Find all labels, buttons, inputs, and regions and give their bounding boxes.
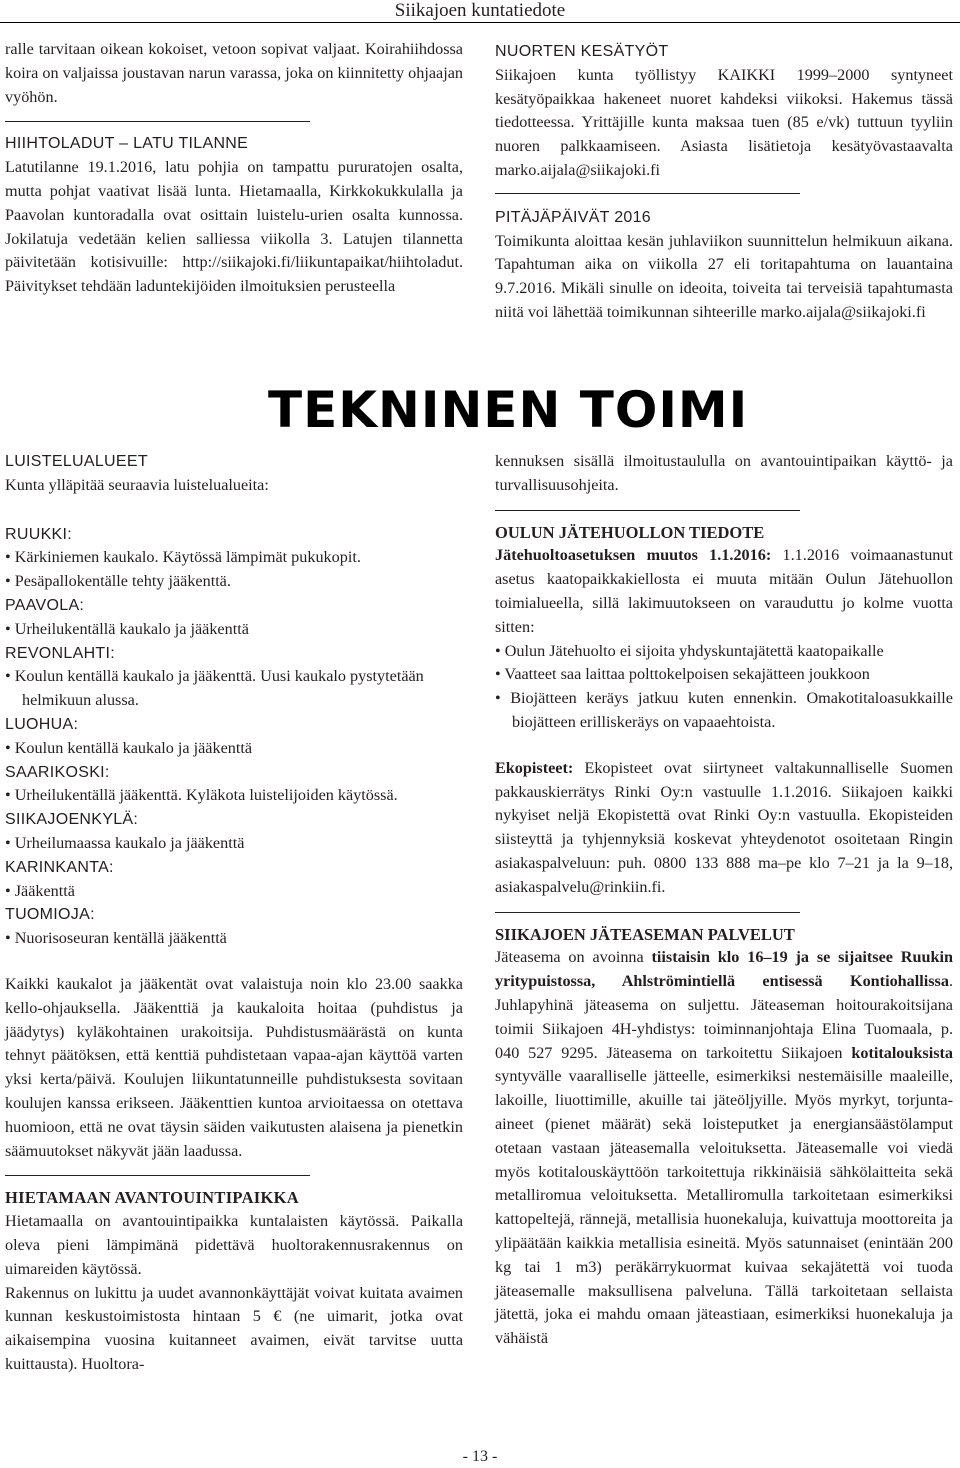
jateasema-location: tiistaisin klo 16–19 ja se sijaitsee Ruukin yritypuistossa, Ahlströmintiellä entisessä Kontiohallissa bbox=[495, 948, 953, 991]
list-item-text: Vaatteet saa laittaa polttokelpoisen sekajätteen joukkoon bbox=[504, 665, 870, 684]
pitajapaivat-heading: PITÄJÄPÄIVÄT 2016 bbox=[495, 208, 651, 226]
list-item-text: Koulun kentällä kaukalo ja jääkenttä. Uusi kaukalo pystytetään helmikuun alussa. bbox=[14, 667, 424, 710]
spacer bbox=[5, 951, 463, 973]
spacer bbox=[5, 498, 463, 523]
bullet-icon: • bbox=[495, 665, 505, 684]
list-item bbox=[495, 640, 953, 664]
bullet-icon: • bbox=[5, 572, 15, 591]
oulun-jatehuolto-body: 1.1.2016 voimaanastunut asetus kaatopaikkakiellosta ei muuta mitään Oulun Jätehuollon toimialueella, sillä lakimuutokseen on varauduttu jo kolme vuotta sitten: bbox=[495, 546, 953, 636]
nuorten-kesatyot-text: Siikajoen kunta työllistyy KAIKKI 1999–2000 syntyneet kesätyöpaikkaa hakeneet nuoret kahdeksi viikoksi. Hakemus tässä tiedotteessa. Yrittäjille kunta maksaa tuen (85 e/vk) tuttuun tyyliin nuoren palkkaamiseen. Asiasta lisätietoja kesätyövastaavalta marko.aijala@siikajoki.fi bbox=[495, 65, 953, 179]
list-item bbox=[5, 737, 463, 761]
section-title: TEKNINEN TOIMI bbox=[268, 381, 749, 439]
bullet-icon: • bbox=[5, 833, 15, 852]
top-left-column bbox=[5, 38, 463, 299]
ekopisteet-text bbox=[495, 757, 953, 900]
location-name: PAAVOLA: bbox=[5, 596, 85, 614]
location-name: LUOHUA: bbox=[5, 715, 79, 733]
location-name: SAARIKOSKI: bbox=[5, 763, 110, 781]
section-rule bbox=[495, 510, 800, 511]
list-item bbox=[5, 832, 463, 856]
oulun-jatehuolto-list bbox=[495, 640, 953, 735]
avantouinti-continued: kennuksen sisällä ilmoitustaululla on avantouintipaikan käyttö- ja turvallisuusohjeita. bbox=[495, 452, 953, 494]
ekopisteet-lead: Ekopisteet: bbox=[495, 758, 574, 777]
list-item bbox=[5, 570, 463, 594]
bullet-icon: • bbox=[5, 619, 15, 638]
list-item bbox=[5, 784, 463, 808]
list-item-text: Pesäpallokentälle tehty jääkenttä. bbox=[14, 572, 231, 591]
bullet-icon: • bbox=[495, 641, 505, 660]
jateasema-text-part: . Juhlapyhinä jäteasema on suljettu. Jäteaseman hoitourakoitsijana toimii Siikajoen 4H-yhdistys: toiminnanjohtaja Elina Tuomaala, p. 040 527 9295. Jäteasema on tarkoitettu Siikajoen bbox=[495, 972, 953, 1062]
location-name: REVONLAHTI: bbox=[5, 644, 115, 662]
oulun-jatehuolto-text bbox=[495, 544, 953, 639]
bullet-icon: • bbox=[5, 548, 15, 567]
location-name: RUUKKI: bbox=[5, 525, 72, 543]
oulun-jatehuolto-heading: OULUN JÄTEHUOLLON TIEDOTE bbox=[495, 522, 765, 542]
ekopisteet-body: Ekopisteet ovat siirtyneet valtakunnalliselle Suomen pakkauskierrätys Rinki Oy:n vastuulle 1.1.2016. Siikajoen kaikki nykyiset neljä Ekopistettä ovat Rinki Oy:n vastuulla. Ekopisteiden siisteyttä ja tyhjennyksiä koskevat yhteydenotot osoitetaan Ringin asiakaspalveluun: puh. 0800 133 888 ma–pe klo 7–21 ja la 9–18, asiakaspalvelu@rinkiin.fi. bbox=[495, 758, 953, 896]
avantouinti-heading: HIETAMAAN AVANTOUINTIPAIKKA bbox=[5, 1188, 299, 1208]
list-item-text: Biojätteen keräys jatkuu kuten ennenkin. Omakotitaloasukkaille biojätteen erilliskeräys on vapaaehtoista. bbox=[510, 689, 953, 731]
list-item bbox=[5, 618, 463, 642]
list-item-text: Koulun kentällä kaukalo ja jääkenttä bbox=[14, 738, 253, 757]
location-name: SIIKAJOENKYLÄ: bbox=[5, 811, 139, 829]
avantouinti-text-2: Rakennus on lukittu ja uudet avannonkäyttäjät voivat kuitata avaimen kunnan keskustoimistosta hintaan 5 € (ne uimarit, jotka ovat aikaisempina vuosina kuitanneet avaimen, eivät tarvitse uutta kuittausta). Huoltora- bbox=[5, 1283, 463, 1373]
section-rule bbox=[495, 193, 800, 194]
oulun-jatehuolto-lead: Jätehuoltoasetuksen muutos 1.1.2016: bbox=[495, 546, 772, 565]
koirahiihto-text: ralle tarvitaan oikean kokoiset, vetoon sopivat valjaat. Koirahiihdossa koira on valjaissa joustavan narun varassa, joka on kiinnitetty ohjaajan vyöhön. bbox=[5, 40, 463, 106]
list-item-text: Urheilumaassa kaukalo ja jääkenttä bbox=[14, 833, 245, 852]
bullet-icon: • bbox=[5, 738, 15, 757]
jateasema-heading: SIIKAJOEN JÄTEASEMAN PALVELUT bbox=[495, 924, 795, 944]
right-column bbox=[495, 450, 953, 1351]
pitajapaivat-text: Toimikunta aloittaa kesän juhlaviikon suunnittelun helmikuun aikana. Tapahtuman aika on viikolla 27 eli toritapahtuma on lauantaina 9.7.2016. Mikäli sinulle on ideoita, toiveita tai terveisiä tapahtumasta niitä voi lähettää toimikunnan sihteerille marko.aijala@siikajoki.fi bbox=[495, 231, 953, 321]
bullet-icon: • bbox=[495, 689, 511, 708]
list-item-text: Urheilukentällä jääkenttä. Kyläkota luistelijoiden käytössä. bbox=[14, 786, 398, 805]
location-name: TUOMIOJA: bbox=[5, 906, 95, 924]
avantouinti-text-1: Hietamaalla on avantouintipaikka kuntalaisten käytössä. Paikalla oleva pieni lämpimänä pidettävä huoltorakennusrakennus on uimareiden käytössä. bbox=[5, 1212, 463, 1278]
list-item bbox=[5, 546, 463, 570]
section-rule bbox=[5, 1175, 310, 1176]
list-item-text: Jääkenttä bbox=[14, 881, 75, 900]
hiihtoladut-heading: HIIHTOLADUT – LATU TILANNE bbox=[5, 135, 249, 153]
section-rule bbox=[5, 121, 310, 122]
header-title: Siikajoen kuntatiedote bbox=[394, 0, 566, 21]
top-right-column bbox=[495, 40, 953, 325]
luistelualueet-heading: LUISTELUALUEET bbox=[5, 453, 148, 470]
list-item bbox=[5, 880, 463, 904]
bullet-icon: • bbox=[5, 786, 15, 805]
bullet-icon: • bbox=[5, 929, 15, 948]
section-rule bbox=[495, 912, 800, 913]
nuorten-kesatyot-heading: NUORTEN KESÄTYÖT bbox=[495, 43, 669, 60]
page-number: - 13 - bbox=[462, 1448, 498, 1465]
jateasema-text-part: Jäteasema on avoinna bbox=[495, 948, 652, 967]
list-item-text: Oulun Jätehuolto ei sijoita yhdyskuntajätettä kaatopaikalle bbox=[504, 641, 884, 660]
luistelualueet-list bbox=[5, 523, 463, 951]
list-item bbox=[5, 927, 463, 951]
bullet-icon: • bbox=[5, 881, 15, 900]
list-item bbox=[495, 663, 953, 687]
header-rule bbox=[0, 22, 960, 23]
list-item bbox=[495, 687, 953, 735]
jateasema-kotitaloudet: kotitalouksista bbox=[851, 1043, 953, 1062]
spacer bbox=[495, 735, 953, 757]
list-item bbox=[5, 665, 463, 713]
kaukalot-text: Kaikki kaukalot ja jääkentät ovat valaistuja noin klo 23.00 saakka kello-ohjauksella. Jääkenttiä ja kaukaloita hoitaa (puhdistus ja jäädytys) kyläkohtainen urakoitsija. Puhdistusmäärästä on kunta tehnyt päätöksen, että kenttiä puhdistetaan vapaa-ajan käyttöä varten yksi kerta/päivä. Koulujen liikuntatunneille puhdistuksesta sovitaan koulujen kanssa erikseen. Jääkenttien kuntoa arvioitaessa on otettava huomioon, että ne ovat täysin säiden vaikutusten alaisena ja pienetkin säämuutokset näkyvät jään laadussa. bbox=[5, 974, 463, 1160]
list-item-text: Kärkiniemen kaukalo. Käytössä lämpimät pukukopit. bbox=[14, 548, 361, 567]
location-name: KARINKANTA: bbox=[5, 858, 114, 876]
bullet-icon: • bbox=[5, 667, 15, 686]
page-header bbox=[0, 0, 960, 22]
jateasema-text-part: syntyvälle vaaralliselle jätteelle, esimerkiksi nestemäisille maaleille, lakoille, liuottimille, akuille tai jäteöljyille. Myös myrkyt, torjunta-aineet (pienet määrät) sekä loisteputket ja energiansäästölamput otetaan vastaan jäteasemalla veloituksetta. Jäteasemalle voi viedä myös kotitalouskäyttöön tarkoitettuja rikkinäisiä sähkölaitteita sekä metalliromua veloituksetta. Metalliromulla tarkoitetaan esimerkiksi kattopeltejä, rännejä, metallisia huonekaluja, kuivattuja moottoreita ja ylipäätään kaikkia metallisia esineitä. Myös satunnaiset (enintään 200 kg tai 1 m3) peräkärrykuormat kuivaa sekajätettä voi tuoda jäteasemalle maksullisena palveluna. Tällä tarkoitetaan sellaista jätettä, joka ei mahdu omaan jäteastiaan, esimerkiksi huonekaluja ja vähäistä bbox=[495, 1067, 953, 1348]
jateasema-text bbox=[495, 946, 953, 1351]
luistelualueet-intro: Kunta ylläpitää seuraavia luistelualueita: bbox=[5, 475, 269, 494]
list-item-text: Nuorisoseuran kentällä jääkenttä bbox=[14, 929, 227, 948]
list-item-text: Urheilukentällä kaukalo ja jääkenttä bbox=[14, 619, 249, 638]
hiihtoladut-text: Latutilanne 19.1.2016, latu pohjia on tampattu pururatojen osalta, mutta pohjat vaativat lisää lunta. Hietamaalla, Kirkkokukkulalla ja Paavolan kuntoradalla ovat osittain luistelu-urien osalta kunnossa. Jokilatuja vedetään kelien salliessa viikolla 3. Latujen tilannetta päivitetään kotisivuille: http://siikajoki.fi/liikuntapaikat/hiihtoladut. Päivitykset tehdään laduntekijöiden ilmoituksien perusteella bbox=[5, 158, 463, 296]
left-column bbox=[5, 450, 463, 1377]
